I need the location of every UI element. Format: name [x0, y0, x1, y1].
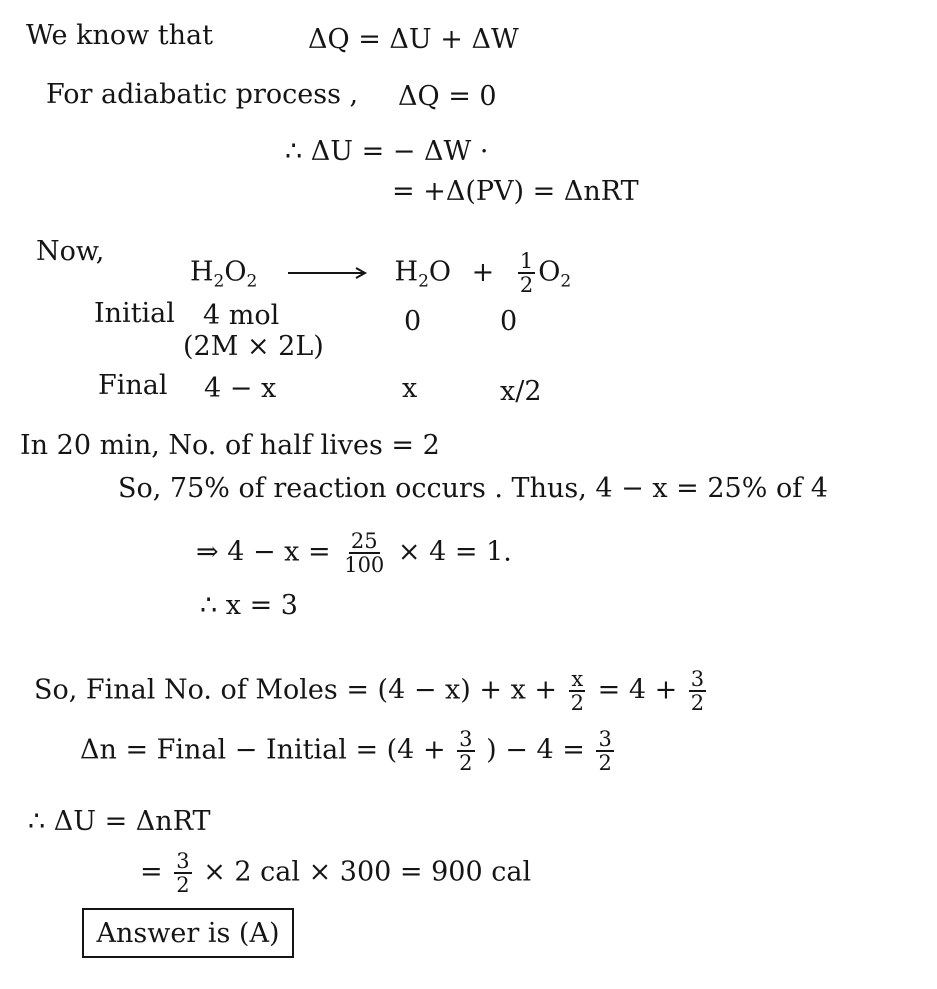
- initial-note: (2M × 2L): [183, 331, 324, 362]
- reaction-percent-line: So, 75% of reaction occurs . Thus, 4 − x = 25% of 4: [118, 473, 828, 504]
- half-lives-line: In 20 min, No. of half lives = 2: [20, 430, 440, 461]
- now-label: Now,: [36, 236, 105, 267]
- initial-product-1: 0: [404, 306, 422, 337]
- final-moles-mid: = 4 +: [597, 674, 678, 706]
- product-1-h: H: [394, 256, 419, 288]
- half-coefficient: $\frac{1}{2}$: [519, 249, 534, 298]
- delta-n-suffix: ) − 4 =: [486, 734, 585, 766]
- initial-product-2: 0: [500, 306, 518, 337]
- product-1-sub: 2: [418, 271, 429, 292]
- reactant-h: H: [190, 256, 214, 288]
- reactant-sub-1: 2: [213, 271, 225, 292]
- three-halves-fraction: $\frac{3}{2}$: [690, 667, 705, 716]
- plus-sign: +: [471, 256, 495, 288]
- product-2-o: O: [538, 256, 561, 288]
- reactant-sub-2: 2: [246, 271, 258, 292]
- quarter-fraction: $\frac{25}{100}$: [344, 529, 385, 578]
- reactant-o: O: [224, 256, 247, 288]
- delta-u-fraction: $\frac{3}{2}$: [176, 849, 190, 898]
- final-moles-line: [34, 668, 709, 714]
- answer-text: Answer is (A): [96, 917, 280, 949]
- x-calculation-line: [196, 530, 512, 576]
- product-2-sub: 2: [560, 271, 572, 292]
- delta-n-line: [80, 728, 617, 774]
- delta-u-equals: =: [140, 856, 163, 888]
- initial-reactant: 4 mol: [203, 300, 280, 331]
- reaction-arrow-icon: [288, 266, 368, 280]
- product-1-o: O: [428, 256, 452, 288]
- delta-u-result: × 2 cal × 300 = 900 cal: [203, 856, 532, 888]
- answer-box: [82, 908, 294, 958]
- du-equals-delta-n-rt: = +Δ(PV) = ΔnRT: [392, 176, 639, 207]
- adiabatic-condition: ΔQ = 0: [398, 81, 497, 112]
- final-moles-prefix: So, Final No. of Moles = (4 − x) + x +: [34, 674, 558, 706]
- delta-u-line: ∴ ΔU = ΔnRT: [28, 806, 211, 837]
- delta-n-result-fraction: $\frac{3}{2}$: [598, 727, 612, 776]
- x-calc-suffix: × 4 = 1.: [397, 536, 512, 568]
- initial-label: Initial: [94, 298, 175, 329]
- first-law-equation: ΔQ = ΔU + ΔW: [308, 24, 519, 55]
- delta-n-prefix: Δn = Final − Initial = (4 +: [80, 734, 446, 766]
- du-equals-minus-dw: ∴ ΔU = − ΔW ·: [285, 136, 489, 167]
- final-product-2: x/2: [500, 376, 542, 407]
- reaction-equation: [190, 250, 571, 296]
- adiabatic-text: For adiabatic process ,: [46, 79, 359, 110]
- x-value-line: ∴ x = 3: [200, 590, 298, 621]
- x-over-2-fraction: $\frac{x}{2}$: [570, 667, 585, 716]
- intro-text: We know that: [26, 20, 213, 51]
- delta-u-value-line: [140, 850, 531, 896]
- final-product-1: x: [402, 373, 418, 404]
- final-label: Final: [98, 370, 168, 401]
- final-reactant: 4 − x: [204, 373, 277, 404]
- delta-n-inner-fraction: $\frac{3}{2}$: [459, 727, 473, 776]
- x-calc-prefix: ⇒ 4 − x =: [196, 536, 331, 568]
